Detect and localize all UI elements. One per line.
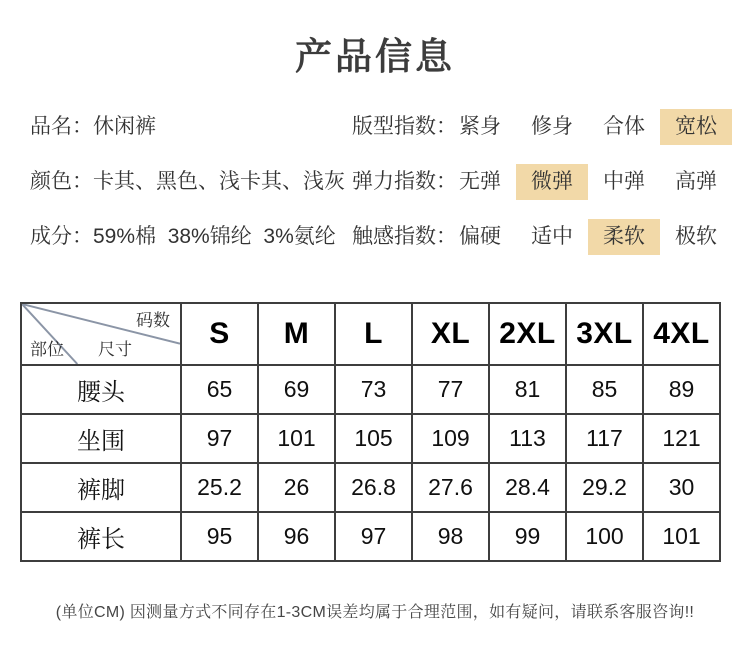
leg-2xl: 28.4 (489, 463, 566, 512)
leg-l: 26.8 (335, 463, 412, 512)
fit-option-tight: 紧身 (459, 115, 501, 138)
corner-header-cell (21, 303, 181, 365)
size-col-3xl: 3XL (566, 303, 643, 365)
material-text (30, 218, 336, 256)
corner-label-part: 部位 (30, 340, 64, 359)
corner-label-dimension: 尺寸 (98, 340, 132, 359)
hip-l: 105 (335, 414, 412, 463)
material-value: 59%棉 38%锦纶 3%氨纶 (93, 225, 336, 248)
hip-m: 101 (258, 414, 335, 463)
stretch-option-slight: 微弹 (516, 164, 588, 200)
waist-l: 73 (335, 365, 412, 414)
stretch-option-medium: 中弹 (603, 170, 645, 193)
len-l: 97 (335, 512, 412, 561)
material-label: 成分： (30, 225, 93, 248)
fit-index-options (444, 109, 732, 145)
len-3xl: 100 (566, 512, 643, 561)
row-label-leg-opening: 裤脚 (21, 463, 181, 512)
table-row-waist (21, 365, 720, 414)
len-m: 96 (258, 512, 335, 561)
hip-s: 97 (181, 414, 258, 463)
size-col-4xl: 4XL (643, 303, 720, 365)
touch-option-verysoft: 极软 (675, 225, 717, 248)
leg-s: 25.2 (181, 463, 258, 512)
leg-xl: 27.6 (412, 463, 489, 512)
attribute-row-name-fit (0, 108, 750, 146)
stretch-index-options (444, 164, 732, 200)
product-name-value: 休闲裤 (93, 115, 156, 138)
table-row-hip (21, 414, 720, 463)
fit-option-slim: 修身 (531, 115, 573, 138)
page-title: 产品信息 (295, 36, 455, 77)
waist-s: 65 (181, 365, 258, 414)
size-col-s: S (181, 303, 258, 365)
leg-m: 26 (258, 463, 335, 512)
size-col-2xl: 2XL (489, 303, 566, 365)
measurement-disclaimer: (单位CM) 因测量方式不同存在1-3CM误差均属于合理范围，如有疑问，请联系客服咨询!! (55, 604, 695, 621)
product-name-label: 品名： (30, 115, 93, 138)
len-2xl: 99 (489, 512, 566, 561)
row-label-pants-length: 裤长 (21, 512, 181, 561)
stretch-index-label: 弹力指数： (352, 170, 457, 193)
table-row-pants-length (21, 512, 720, 561)
size-header-row (21, 303, 720, 365)
hip-2xl: 113 (489, 414, 566, 463)
touch-index-label: 触感指数： (352, 225, 457, 248)
size-col-m: M (258, 303, 335, 365)
hip-3xl: 117 (566, 414, 643, 463)
waist-m: 69 (258, 365, 335, 414)
size-chart-table (20, 302, 721, 562)
len-4xl: 101 (643, 512, 720, 561)
leg-4xl: 30 (643, 463, 720, 512)
fit-option-regular: 合体 (603, 115, 645, 138)
waist-2xl: 81 (489, 365, 566, 414)
size-col-l: L (335, 303, 412, 365)
corner-label-size: 码数 (136, 311, 170, 330)
attribute-row-material-touch (0, 218, 750, 256)
product-name-text (30, 108, 156, 146)
len-xl: 98 (412, 512, 489, 561)
hip-4xl: 121 (643, 414, 720, 463)
table-row-leg-opening (21, 463, 720, 512)
touch-option-hard: 偏硬 (459, 225, 501, 248)
touch-option-medium: 适中 (531, 225, 573, 248)
row-label-waist: 腰头 (21, 365, 181, 414)
touch-index-options (444, 219, 732, 255)
waist-3xl: 85 (566, 365, 643, 414)
color-text (30, 163, 345, 201)
color-label: 颜色： (30, 170, 93, 193)
waist-4xl: 89 (643, 365, 720, 414)
stretch-option-high: 高弹 (675, 170, 717, 193)
waist-xl: 77 (412, 365, 489, 414)
touch-option-soft: 柔软 (588, 219, 660, 255)
attribute-row-color-stretch (0, 163, 750, 201)
hip-xl: 109 (412, 414, 489, 463)
row-label-hip: 坐围 (21, 414, 181, 463)
stretch-option-none: 无弹 (459, 170, 501, 193)
color-value: 卡其、黑色、浅卡其、浅灰 (93, 170, 345, 193)
len-s: 95 (181, 512, 258, 561)
fit-option-loose: 宽松 (660, 109, 732, 145)
fit-index-label: 版型指数： (352, 115, 457, 138)
size-col-xl: XL (412, 303, 489, 365)
leg-3xl: 29.2 (566, 463, 643, 512)
